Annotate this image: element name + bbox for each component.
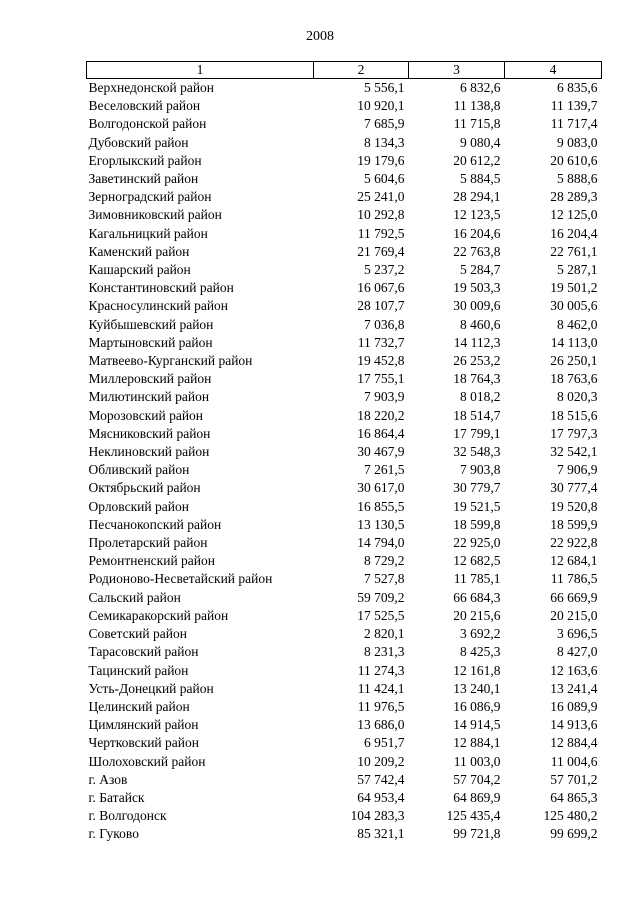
table-row <box>87 570 602 588</box>
header-row <box>87 62 602 79</box>
value-cell-col4: 11 717,4 <box>550 116 598 132</box>
value-cell-col3: 18 764,3 <box>453 371 501 387</box>
table-row <box>87 534 602 552</box>
value-cell-col4: 8 462,0 <box>557 316 598 332</box>
value-cell-col2: 19 179,6 <box>357 152 405 168</box>
district-name-cell: Семикаракорский район <box>88 607 229 623</box>
value-cell-col3: 19 503,3 <box>453 280 501 296</box>
value-cell-col4: 19 501,2 <box>550 280 598 296</box>
value-cell-col4: 32 542,1 <box>550 444 598 460</box>
value-cell-col3: 30 779,7 <box>453 480 501 496</box>
district-name-cell: Зимовниковский район <box>88 207 222 223</box>
district-name-cell: Неклиновский район <box>88 444 210 460</box>
value-cell-col2: 30 467,9 <box>357 444 405 460</box>
value-cell-col3: 12 884,1 <box>453 735 501 751</box>
table-row <box>87 115 602 133</box>
value-cell-col3: 20 612,2 <box>453 152 501 168</box>
district-name-cell: Веселовский район <box>88 98 201 114</box>
table-row <box>87 261 602 279</box>
value-cell-col3: 8 460,6 <box>460 316 501 332</box>
district-name-cell: Тацинский район <box>88 662 189 678</box>
value-cell-col2: 17 755,1 <box>357 371 405 387</box>
value-cell-col4: 30 005,6 <box>550 298 598 314</box>
table-row <box>87 479 602 497</box>
value-cell-col2: 5 556,1 <box>364 80 405 95</box>
value-cell-col2: 19 452,8 <box>357 353 405 369</box>
value-cell-col4: 5 287,1 <box>557 262 598 278</box>
value-cell-col4: 22 761,1 <box>550 243 598 259</box>
value-cell-col2: 13 686,0 <box>357 717 405 733</box>
table-row <box>87 771 602 789</box>
district-name-cell: Красносулинский район <box>88 298 229 314</box>
value-cell-col2: 18 220,2 <box>357 407 405 423</box>
value-cell-col4: 12 163,6 <box>550 662 598 678</box>
district-name-cell: Родионово-Несветайский район <box>88 571 273 587</box>
district-name-cell: Сальский район <box>88 589 181 605</box>
value-cell-col4: 18 599,9 <box>550 516 598 532</box>
table-row <box>87 753 602 771</box>
value-cell-col3: 12 682,5 <box>453 553 501 569</box>
value-cell-col2: 5 604,6 <box>364 171 405 187</box>
value-cell-col4: 26 250,1 <box>550 353 598 369</box>
district-name-cell: Егорлыкский район <box>88 152 202 168</box>
value-cell-col4: 18 515,6 <box>550 407 598 423</box>
district-name-cell: Куйбышевский район <box>88 316 214 332</box>
district-name-cell: Кашарский район <box>88 262 191 278</box>
district-name-cell: Дубовский район <box>88 134 189 150</box>
district-name-cell: Морозовский район <box>88 407 204 423</box>
value-cell-col2: 59 709,2 <box>357 589 405 605</box>
value-cell-col2: 17 525,5 <box>357 607 405 623</box>
value-cell-col4: 99 699,2 <box>550 826 598 842</box>
value-cell-col2: 25 241,0 <box>357 189 405 205</box>
value-cell-col2: 30 617,0 <box>357 480 405 496</box>
table-row <box>87 680 602 698</box>
value-cell-col2: 11 274,3 <box>357 662 405 678</box>
table-row <box>87 607 602 625</box>
value-cell-col3: 5 884,5 <box>460 171 501 187</box>
table-row <box>87 188 602 206</box>
column-header-3: 3 <box>409 62 505 79</box>
table-row <box>87 716 602 734</box>
value-cell-col2: 2 820,1 <box>364 626 405 642</box>
value-cell-col3: 11 003,0 <box>453 753 501 769</box>
value-cell-col3: 17 799,1 <box>453 425 501 441</box>
district-name-cell: Мясниковский район <box>88 425 211 441</box>
district-name-cell: Обливский район <box>88 462 190 478</box>
value-cell-col2: 7 903,9 <box>364 389 405 405</box>
value-cell-col4: 64 865,3 <box>550 789 598 805</box>
value-cell-col4: 8 427,0 <box>557 644 598 660</box>
value-cell-col3: 8 425,3 <box>460 644 501 660</box>
table-row <box>87 206 602 224</box>
value-cell-col3: 22 763,8 <box>453 243 501 259</box>
table-row <box>87 370 602 388</box>
value-cell-col3: 8 018,2 <box>460 389 501 405</box>
value-cell-col4: 12 884,4 <box>550 735 598 751</box>
value-cell-col4: 57 701,2 <box>550 771 598 787</box>
district-name-cell: г. Батайск <box>88 789 145 805</box>
value-cell-col3: 18 599,8 <box>453 516 501 532</box>
value-cell-col2: 7 261,5 <box>364 462 405 478</box>
value-cell-col2: 7 527,8 <box>364 571 405 587</box>
table-row <box>87 516 602 534</box>
district-name-cell: Заветинский район <box>88 171 199 187</box>
table-row <box>87 807 602 825</box>
value-cell-col3: 11 138,8 <box>453 98 501 114</box>
table-row <box>87 407 602 425</box>
value-cell-col4: 13 241,4 <box>550 680 598 696</box>
value-cell-col4: 20 610,6 <box>550 152 598 168</box>
value-cell-col2: 5 237,2 <box>364 262 405 278</box>
value-cell-col3: 12 123,5 <box>453 207 501 223</box>
table-row <box>87 443 602 461</box>
value-cell-col2: 104 283,3 <box>350 808 405 824</box>
value-cell-col2: 64 953,4 <box>357 789 405 805</box>
value-cell-col2: 16 864,4 <box>357 425 405 441</box>
table-row <box>87 225 602 243</box>
value-cell-col3: 18 514,7 <box>453 407 501 423</box>
value-cell-col4: 19 520,8 <box>550 498 598 514</box>
value-cell-col3: 125 435,4 <box>446 808 501 824</box>
district-name-cell: Песчанокопский район <box>88 516 222 532</box>
district-name-cell: Орловский район <box>88 498 189 514</box>
value-cell-col4: 16 089,9 <box>550 698 598 714</box>
district-name-cell: г. Волгодонск <box>88 808 167 824</box>
district-name-cell: Матвеево-Курганский район <box>88 353 253 369</box>
table-row <box>87 152 602 170</box>
value-cell-col2: 11 424,1 <box>357 680 405 696</box>
value-cell-col4: 17 797,3 <box>550 425 598 441</box>
table-row <box>87 388 602 406</box>
value-cell-col2: 16 067,6 <box>357 280 405 296</box>
value-cell-col2: 8 134,3 <box>364 134 405 150</box>
value-cell-col3: 64 869,9 <box>453 789 501 805</box>
value-cell-col2: 7 036,8 <box>364 316 405 332</box>
value-cell-col3: 16 086,9 <box>453 698 501 714</box>
table-row <box>87 789 602 807</box>
district-name-cell: Мартыновский район <box>88 334 213 350</box>
value-cell-col2: 28 107,7 <box>357 298 405 314</box>
table-row <box>87 279 602 297</box>
value-cell-col2: 21 769,4 <box>357 243 405 259</box>
district-name-cell: Милютинский район <box>88 389 210 405</box>
value-cell-col3: 5 284,7 <box>460 262 501 278</box>
value-cell-col3: 11 715,8 <box>453 116 501 132</box>
table-row <box>87 243 602 261</box>
value-cell-col3: 99 721,8 <box>453 826 501 842</box>
value-cell-col4: 20 215,0 <box>550 607 598 623</box>
value-cell-col4: 14 913,6 <box>550 717 598 733</box>
table-body <box>87 79 602 844</box>
table-row <box>87 97 602 115</box>
table-header <box>87 62 602 79</box>
value-cell-col4: 18 763,6 <box>550 371 598 387</box>
value-cell-col3: 7 903,8 <box>460 462 501 478</box>
value-cell-col2: 10 292,8 <box>357 207 405 223</box>
value-cell-col3: 28 294,1 <box>453 189 501 205</box>
value-cell-col3: 16 204,6 <box>453 225 501 241</box>
value-cell-col3: 32 548,3 <box>453 444 501 460</box>
value-cell-col3: 19 521,5 <box>453 498 501 514</box>
value-cell-col2: 13 130,5 <box>357 516 405 532</box>
value-cell-col4: 12 125,0 <box>550 207 598 223</box>
district-name-cell: Миллеровский район <box>88 371 212 387</box>
value-cell-col4: 14 113,0 <box>550 334 598 350</box>
value-cell-col2: 16 855,5 <box>357 498 405 514</box>
value-cell-col3: 9 080,4 <box>460 134 501 150</box>
value-cell-col4: 30 777,4 <box>550 480 598 496</box>
value-cell-col4: 12 684,1 <box>550 553 598 569</box>
district-name-cell: Усть-Донецкий район <box>88 680 214 696</box>
value-cell-col4: 6 835,6 <box>557 80 598 95</box>
value-cell-col2: 57 742,4 <box>357 771 405 787</box>
value-cell-col3: 14 112,3 <box>453 334 501 350</box>
district-name-cell: Пролетарский район <box>88 535 208 551</box>
table-row <box>87 316 602 334</box>
table-row <box>87 698 602 716</box>
value-cell-col4: 66 669,9 <box>550 589 598 605</box>
value-cell-col3: 22 925,0 <box>453 535 501 551</box>
table-row <box>87 589 602 607</box>
district-name-cell: Каменский район <box>88 243 190 259</box>
table-row <box>87 170 602 188</box>
value-cell-col4: 8 020,3 <box>557 389 598 405</box>
table-row <box>87 297 602 315</box>
value-cell-col2: 7 685,9 <box>364 116 405 132</box>
district-name-cell: г. Гуково <box>88 826 139 842</box>
value-cell-col2: 8 231,3 <box>364 644 405 660</box>
value-cell-col4: 22 922,8 <box>550 535 598 551</box>
table-row <box>87 461 602 479</box>
table-row <box>87 425 602 443</box>
value-cell-col3: 30 009,6 <box>453 298 501 314</box>
value-cell-col2: 14 794,0 <box>357 535 405 551</box>
value-cell-col3: 6 832,6 <box>460 80 501 95</box>
district-name-cell: Чертковский район <box>88 735 199 751</box>
table-row <box>87 79 602 98</box>
district-name-cell: Кагальницкий район <box>88 225 208 241</box>
value-cell-col3: 3 692,2 <box>460 626 501 642</box>
table-row <box>87 825 602 843</box>
district-name-cell: Зерноградский район <box>88 189 212 205</box>
value-cell-col4: 16 204,4 <box>550 225 598 241</box>
value-cell-col2: 10 209,2 <box>357 753 405 769</box>
value-cell-col2: 11 792,5 <box>357 225 405 241</box>
district-name-cell: г. Азов <box>88 771 128 787</box>
value-cell-col2: 11 976,5 <box>357 698 405 714</box>
district-name-cell: Октябрьский район <box>88 480 201 496</box>
value-cell-col4: 28 289,3 <box>550 189 598 205</box>
district-name-cell: Целинский район <box>88 698 190 714</box>
value-cell-col3: 66 684,3 <box>453 589 501 605</box>
value-cell-col3: 57 704,2 <box>453 771 501 787</box>
value-cell-col2: 11 732,7 <box>357 334 405 350</box>
column-header-2: 2 <box>314 62 409 79</box>
value-cell-col4: 9 083,0 <box>557 134 598 150</box>
district-name-cell: Цимлянский район <box>88 717 199 733</box>
value-cell-col3: 13 240,1 <box>453 680 501 696</box>
table-row <box>87 498 602 516</box>
value-cell-col2: 6 951,7 <box>364 735 405 751</box>
table-row <box>87 334 602 352</box>
district-budget-table <box>86 61 602 844</box>
value-cell-col4: 11 786,5 <box>550 571 598 587</box>
value-cell-col2: 10 920,1 <box>357 98 405 114</box>
district-name-cell: Советский район <box>88 626 187 642</box>
table-row <box>87 552 602 570</box>
table-row <box>87 134 602 152</box>
table-row <box>87 662 602 680</box>
value-cell-col3: 12 161,8 <box>453 662 501 678</box>
column-header-1: 1 <box>87 62 314 79</box>
value-cell-col4: 11 139,7 <box>550 98 598 114</box>
district-name-cell: Тарасовский район <box>88 644 199 660</box>
value-cell-col2: 85 321,1 <box>357 826 405 842</box>
value-cell-col4: 11 004,6 <box>550 753 598 769</box>
value-cell-col4: 7 906,9 <box>557 462 598 478</box>
district-name-cell: Шолоховский район <box>88 753 206 769</box>
value-cell-col3: 26 253,2 <box>453 353 501 369</box>
district-name-cell: Волгодонской район <box>88 116 207 132</box>
table-row <box>87 625 602 643</box>
value-cell-col2: 8 729,2 <box>364 553 405 569</box>
value-cell-col4: 125 480,2 <box>543 808 598 824</box>
table-row <box>87 643 602 661</box>
district-name-cell: Константиновский район <box>88 280 234 296</box>
district-name-cell: Верхнедонской район <box>88 80 215 95</box>
value-cell-col4: 3 696,5 <box>557 626 598 642</box>
column-header-4: 4 <box>505 62 602 79</box>
table-row <box>87 352 602 370</box>
value-cell-col3: 11 785,1 <box>453 571 501 587</box>
value-cell-col3: 20 215,6 <box>453 607 501 623</box>
value-cell-col3: 14 914,5 <box>453 717 501 733</box>
value-cell-col4: 5 888,6 <box>557 171 598 187</box>
page-number: 2008 <box>306 29 334 44</box>
table-row <box>87 734 602 752</box>
district-name-cell: Ремонтненский район <box>88 553 215 569</box>
